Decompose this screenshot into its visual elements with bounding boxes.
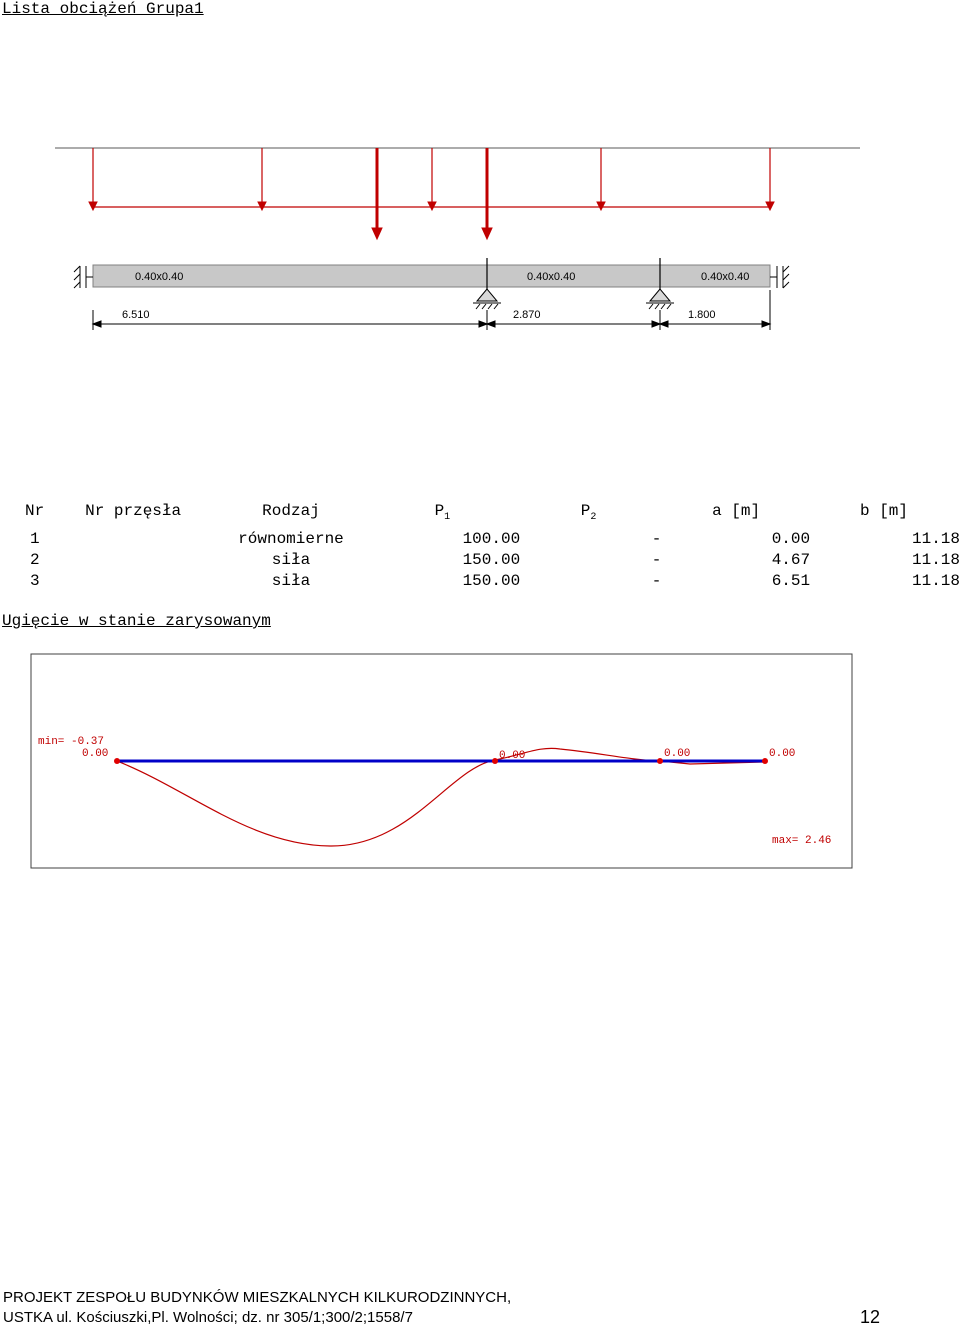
footer-address: USTKA ul. Kościuszki,Pl. Wolności; dz. nr 305/1;300/2;1558/7 — [3, 1309, 413, 1326]
header-a: a [m] — [712, 502, 761, 520]
footer-project: PROJEKT ZESPOŁU BUDYNKÓW MIESZKALNYCH KILKURODZINNYCH, — [3, 1289, 512, 1306]
deflection-diagram — [0, 650, 960, 875]
node-value: 0.00 — [499, 750, 526, 762]
node-point — [492, 758, 498, 764]
table-header-row — [0, 502, 960, 528]
header-p2: $P_2$ — [580, 502, 597, 524]
deflection-title: Ugięcie w stanie zarysowanym — [2, 612, 271, 630]
span-length: 2.870 — [513, 309, 541, 321]
section-label: 0.40x0.40 — [527, 271, 576, 283]
loads-table — [0, 502, 960, 591]
fixed-support-left — [74, 266, 93, 288]
span-length: 6.510 — [122, 309, 150, 321]
node-point — [657, 758, 663, 764]
page-title: Lista obciążeń Grupa1 — [2, 0, 204, 18]
beam-body — [93, 265, 770, 287]
header-nr: Nr — [25, 502, 45, 520]
fixed-support-right — [770, 266, 789, 288]
table-row: 2 siła 150.00 - 4.67 11.18 — [30, 550, 960, 569]
point-load-2 — [482, 148, 492, 239]
page-number: 12 — [859, 1307, 880, 1327]
beam-load-diagram — [0, 140, 960, 340]
pin-support-2 — [646, 289, 674, 309]
header-type: Rodzaj — [262, 502, 320, 520]
dimension-line — [93, 290, 770, 330]
node-point — [762, 758, 768, 764]
pin-support-1 — [473, 289, 501, 309]
node-value: 0.00 — [664, 748, 691, 760]
table-row: 1 równomierne 100.00 - 0.00 11.18 — [30, 529, 960, 548]
min-label: min= -0.37 — [38, 736, 105, 748]
max-label: max= 2.46 — [772, 835, 832, 847]
distributed-load — [89, 148, 774, 210]
node-value: 0.00 — [769, 748, 796, 760]
header-b: b [m] — [859, 502, 908, 520]
header-p1: $P_1$ — [434, 502, 451, 524]
node-point — [114, 758, 120, 764]
header-span: Nr przęsła — [85, 502, 182, 520]
section-label: 0.40x0.40 — [135, 271, 184, 283]
node-value: 0.00 — [82, 748, 109, 760]
point-load-1 — [372, 148, 382, 239]
span-length: 1.800 — [688, 309, 716, 321]
section-label: 0.40x0.40 — [701, 271, 750, 283]
table-row: 3 siła 150.00 - 6.51 11.18 — [30, 571, 960, 590]
